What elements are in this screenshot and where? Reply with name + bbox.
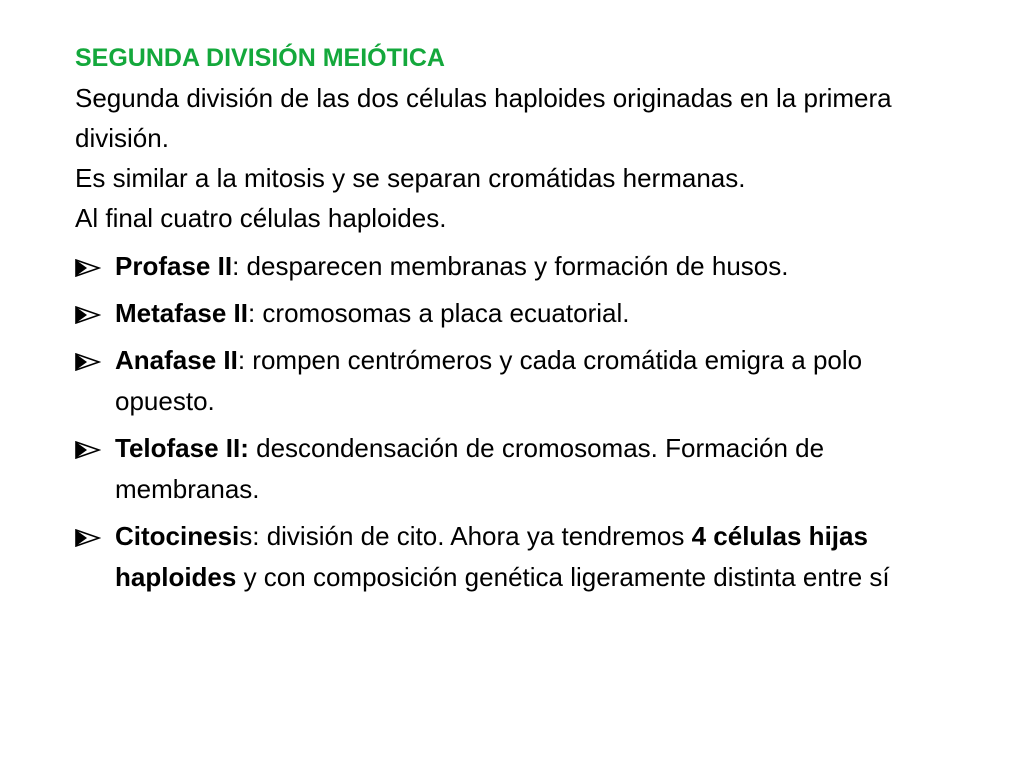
phase-term: Anafase II [115, 345, 238, 375]
phase-item-citocinesis [75, 516, 945, 598]
phase-separator: : [232, 251, 240, 281]
arrow-bullet-icon [75, 529, 101, 547]
phase-text-tail: y con composición genética ligeramente distinta entre sí [236, 562, 890, 592]
phase-item-profase [75, 246, 945, 287]
phase-separator: : [247, 298, 256, 328]
phase-text: rompen centrómeros y cada cromátida emigra a polo opuesto. [115, 345, 863, 416]
phase-term: Profase II [115, 251, 233, 281]
phase-separator: : [237, 345, 246, 375]
intro-line: Es similar a la mitosis y se separan cromátidas hermanas. [75, 163, 746, 193]
arrow-bullet-icon [75, 306, 101, 324]
phase-separator: s [239, 521, 253, 551]
phase-text: cromosomas a placa ecuatorial. [255, 298, 630, 328]
phase-text: : división de cito. Ahora ya tendremos [252, 521, 692, 551]
phase-term: Telofase II: [115, 433, 249, 463]
intro-text [75, 78, 945, 238]
slide-title: SEGUNDA DIVISIÓN MEIÓTICA [75, 44, 445, 72]
phase-emphasis: 4 células hijas haploides [115, 521, 868, 592]
phase-term: Citocinesi [115, 521, 240, 551]
arrow-bullet-icon [75, 259, 101, 277]
phase-text: descondensación de cromosomas. Formación de membranas. [115, 433, 825, 504]
intro-line: Al final cuatro células haploides. [75, 203, 447, 233]
phase-text: desparecen membranas y formación de husos. [239, 251, 789, 281]
intro-line: Segunda división de las dos células haploides originadas en la primera división. [75, 83, 892, 153]
phase-term: Metafase II [115, 298, 248, 328]
phase-item-telofase [75, 428, 945, 510]
arrow-bullet-icon [75, 441, 101, 459]
arrow-bullet-icon [75, 353, 101, 371]
slide-content [75, 38, 945, 604]
phase-item-metafase [75, 293, 945, 334]
phase-list [75, 246, 945, 598]
phase-item-anafase [75, 340, 945, 422]
